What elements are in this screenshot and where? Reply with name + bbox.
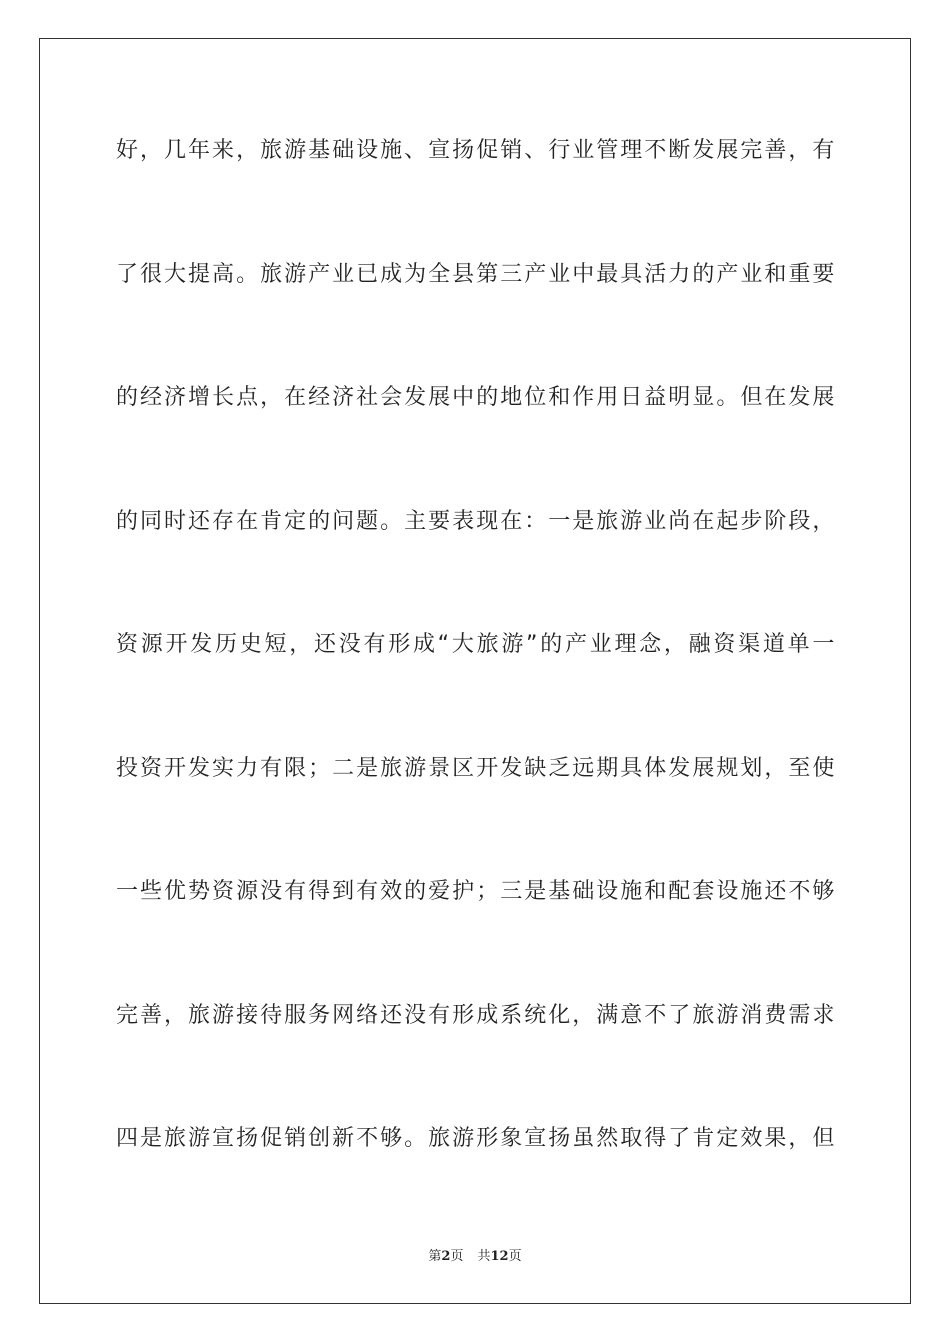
total-suffix: 页	[508, 1249, 522, 1264]
text-line: 的同时还存在肯定的问题。主要表现在：一是旅游业尚在起步阶段，	[116, 508, 836, 534]
text-line: 一些优势资源没有得到有效的爱护；三是基础设施和配套设施还不够	[116, 879, 836, 904]
text-line: 好，几年来，旅游基础设施、宣扬促销、行业管理不断发展完善，有	[116, 138, 836, 163]
page-suffix: 页	[450, 1249, 464, 1264]
page-number: 2	[441, 1249, 451, 1264]
text-line: 了很大提高。旅游产业已成为全县第三产业中最具活力的产业和重要	[116, 261, 836, 287]
text-line: 的经济增长点，在经济社会发展中的地位和作用日益明显。但在发展	[116, 385, 836, 410]
page-footer	[0, 1245, 950, 1264]
total-prefix: 共	[477, 1249, 491, 1264]
page-prefix: 第	[428, 1249, 442, 1264]
total-pages: 12	[490, 1249, 509, 1264]
text-line: 四是旅游宣扬促销创新不够。旅游形象宣扬虽然取得了肯定效果，但	[116, 1126, 836, 1151]
document-body	[116, 126, 836, 1238]
text-line: 资源开发历史短，还没有形成“大旅游”的产业理念，融资渠道单一	[116, 632, 836, 657]
text-line: 投资开发实力有限；二是旅游景区开发缺乏远期具体发展规划，至使	[116, 755, 836, 781]
text-line: 完善，旅游接待服务网络还没有形成系统化，满意不了旅游消费需求	[116, 1002, 836, 1028]
